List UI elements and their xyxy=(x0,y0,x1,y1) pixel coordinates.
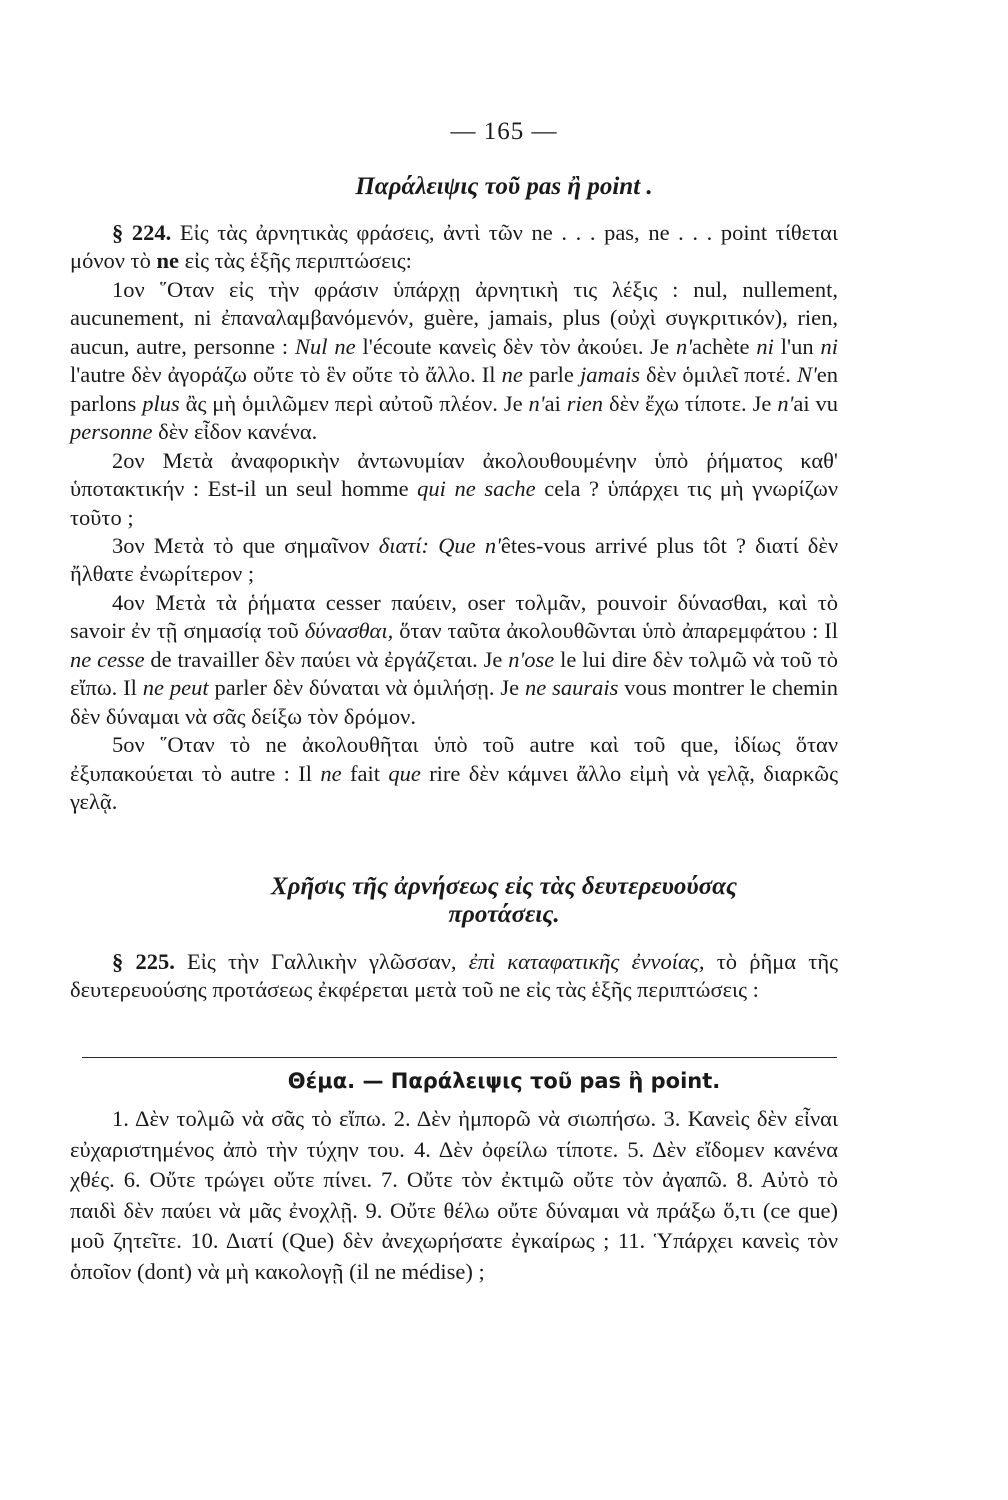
section-heading-usage-line-1: Χρῆσις τῆς ἀρνήσεως εἰς τὰς δευτερευούσας xyxy=(270,873,738,900)
section-number: § 224. xyxy=(112,220,172,245)
section-225 xyxy=(70,948,838,1005)
section-heading-usage-line-2: προτάσεις. xyxy=(448,901,560,928)
exercise-text: 1. Δὲν τολμῶ νὰ σᾶς τὸ εἴπω. 2. Δὲν ἠμπορῶ νὰ σιωπήσω. 3. Κανεὶς δὲν εἶναι εὐχαριστημένος ἀπὸ τὴν τύχην του. 4. Δὲν ὀφείλω τίποτε. 5. Δὲν εἴδομεν κανένα χθές. 6. Οὔτε τρώγει οὔτε πίνει. 7. Οὔτε τὸν ἐκτιμῶ οὔτε τὸν ἀγαπῶ. 8. Αὐτὸ τὸ παιδὶ δὲν παύει νὰ μᾶς ἐνοχλῇ. 9. Οὔτε θέλω οὔτε δύναμαι νὰ πράξω ὅ,τι (ce que) μοῦ ζητεῖτε. 10. Διατί (Que) δὲν ἀνεχωρήσατε ἐγκαίρως ; 11. Ὑπάρχει κανεὶς τὸν ὁποῖον (dont) νὰ μὴ κακολογῇ (il ne médise) ; xyxy=(70,1106,838,1284)
paragraph-case-3: 3ον Μετὰ τὸ que σημαῖνον διατί: Que n'êtes-vous arrivé plus tôt ? διατί δὲν ἤλθατε ἐνωρίτερον ; xyxy=(70,532,839,587)
paragraph-case-2: 2ον Μετὰ ἀναφορικὴν ἀντωνυμίαν ἀκολουθουμένην ὑπὸ ῥήματος καθ' ὑποτακτικήν : Est-il un seul homme qui ne sache cela ? ὑπάρχει τις μὴ γνωρίζων τοῦτο ; xyxy=(70,447,838,530)
paragraph-case-5: 5ον ῞Οταν τὸ ne ἀκολουθῆται ὑπὸ τοῦ autre καὶ τοῦ que, ἰδίως ὅταν ἐξυπακούεται τὸ autre : Il ne fait que rire δὲν κάμνει ἄλλο εἰμὴ νὰ γελᾷ, διαρκῶς γελᾷ. xyxy=(70,732,839,815)
theme-heading: Θέμα. — Παράλειψις τοῦ pas ἢ point. xyxy=(287,1069,721,1093)
section-number: § 225. xyxy=(112,949,175,974)
horizontal-rule xyxy=(82,1057,837,1058)
paragraph-case-4: 4ον Μετὰ τὰ ῥήματα cesser παύειν, oser τολμᾶν, pouvoir δύνασθαι, καὶ τὸ savoir ἐν τῇ σημασίᾳ τοῦ δύνασθαι, ὅταν ταῦτα ἀκολουθῶνται ὑπὸ ἀπαρεμφάτου : Il ne cesse de travailler δὲν παύει νὰ ἐργάζεται. Je n'ose le lui dire δὲν τολμῶ νὰ τοῦ τὸ εἴπω. Il ne peut parler δὲν δύναται νὰ ὁμιλήσῃ. Je ne saurais vous montrer le chemin δὲν δύναμαι νὰ σᾶς δείξω τὸν δρόμον. xyxy=(70,589,839,729)
paragraph-case-1: 1ον ῞Οταν εἰς τὴν φράσιν ὑπάρχῃ ἀρνητικὴ τις λέξις : nul, nullement, aucunement, ni ἐπαναλαμβανόμενόν, guère, jamais, plus (οὐχὶ συγκριτικόν), rien, aucun, autre, personne : Nul ne l'écoute κανεὶς δὲν τὸν ἀκούει. Je n'achète ni l'un ni l'autre δὲν ἀγοράζω οὔτε τὸ ἓν οὔτε τὸ ἄλλο. Il ne parle jamais δὲν ὁμιλεῖ ποτέ. N'en parlons plus ἂς μὴ ὁμιλῶμεν περὶ αὐτοῦ πλέον. Je n'ai rien δὲν ἔχω τίποτε. Je n'ai vu personne δὲν εἶδον κανένα. xyxy=(70,276,839,445)
page-number: — 165 — xyxy=(450,118,558,145)
paragraph-224-intro: § 224. Εἰς τὰς ἀρνητικὰς φράσεις, ἀντὶ τῶν ne . . . pas, ne . . . point τίθεται μόνον τὸ ne εἰς τὰς ἑξῆς περιπτώσεις: xyxy=(70,220,839,274)
paragraph-225: § 225. Εἰς τὴν Γαλλικὴν γλῶσσαν, ἐπὶ καταφατικῆς ἐννοίας, τὸ ῥῆμα τῆς δευτερευούσης προτάσεως ἐκφέρεται μετὰ τοῦ ne εἰς τὰς ἑξῆς περιπτώσεις : xyxy=(70,949,839,1003)
exercise xyxy=(70,1104,838,1287)
section-224 xyxy=(70,219,838,817)
section-heading-omission: Παράλειψις τοῦ pas ἢ point . xyxy=(355,173,653,200)
